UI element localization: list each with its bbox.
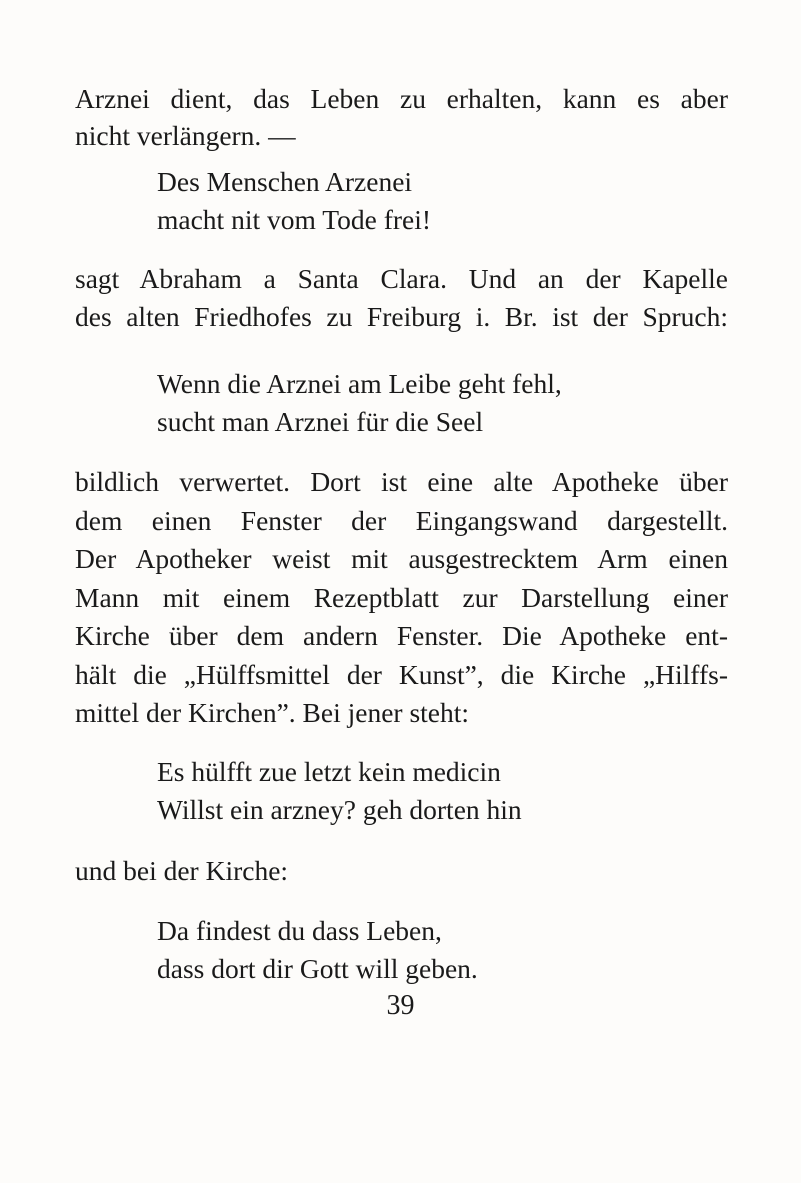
text-line: dem einen Fenster der Eingangswand dargestellt.	[75, 505, 728, 536]
text-line: und bei der Kirche:	[75, 855, 289, 886]
text-line: Mann mit einem Rezeptblatt zur Darstellung einer	[75, 582, 728, 613]
text-line: Kirche über dem andern Fenster. Die Apotheke ent-	[75, 620, 728, 651]
verse-line: sucht man Arznei für die Seel	[157, 406, 484, 437]
text-line: hält die „Hülffsmittel der Kunst”, die Kirche „Hilffs-	[75, 659, 728, 690]
verse-line: Es hülfft zue letzt kein medicin	[157, 756, 501, 787]
verse-line: Willst ein arzney? geh dorten hin	[157, 794, 522, 825]
text-line: nicht verlängern. —	[75, 120, 296, 151]
verse-line: dass dort dir Gott will geben.	[157, 953, 478, 984]
verse-line: Wenn die Arznei am Leibe geht fehl,	[157, 368, 562, 399]
page-number: 39	[386, 990, 415, 1021]
verse-line: Da findest du dass Leben,	[157, 915, 442, 946]
text-line: sagt Abraham a Santa Clara. Und an der Kapelle	[75, 263, 728, 294]
text-line: mittel der Kirchen”. Bei jener steht:	[75, 697, 470, 728]
text-line: Arznei dient, das Leben zu erhalten, kann es aber	[75, 83, 728, 114]
verse-line: Des Menschen Arzenei	[157, 166, 413, 197]
text-line: des alten Friedhofes zu Freiburg i. Br. ist der Spruch:	[75, 301, 728, 332]
text-line: bildlich verwertet. Dort ist eine alte Apotheke über	[75, 466, 728, 497]
verse-line: macht nit vom Tode frei!	[157, 204, 432, 235]
text-line: Der Apotheker weist mit ausgestrecktem Arm einen	[75, 543, 728, 574]
